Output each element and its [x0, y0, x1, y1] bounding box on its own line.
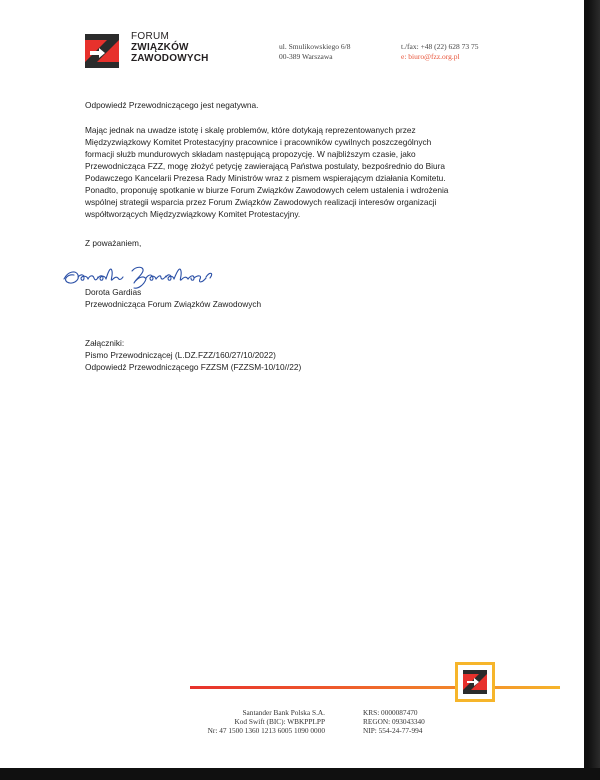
- bank-account: Nr: 47 1500 1360 1213 6005 1090 0000: [207, 726, 325, 735]
- signer-title: Przewodnicząca Forum Związków Zawodowych: [85, 299, 262, 309]
- signer-name: Dorota Gardias: [85, 287, 142, 297]
- logo-line-zawodowych: ZAWODOWYCH: [131, 53, 209, 64]
- footer-gradient-bar: [190, 686, 560, 689]
- address-street: ul. Smulikowskiego 6/8: [279, 42, 351, 51]
- fzz-logo-icon: [81, 31, 123, 71]
- attachments-block: [85, 337, 505, 373]
- contact-email: e: biuro@fzz.org.pl: [401, 52, 460, 61]
- page-shadow-edge: [584, 0, 600, 780]
- attachment-item: Pismo Przewodniczącej (L.DZ.FZZ/160/27/10/2022): [85, 350, 276, 360]
- paragraph-line: formacji służb mundurowych składam następującą propozycję. W najbliższym czasie, jako: [85, 149, 416, 159]
- contact-phone: t./fax: +48 (22) 628 73 75: [401, 42, 479, 51]
- logo-line-zwiazkow: ZWIĄZKÓW: [131, 42, 189, 53]
- address-city: 00-389 Warszawa: [279, 52, 333, 61]
- header-address: [279, 42, 350, 62]
- registry-krs: KRS: 0000087470: [363, 708, 418, 717]
- paragraph-line: Przewodnicząca FZZ, mogę złożyć petycję zawierającą Państwa postulaty, bezpośrednio do Biura: [85, 161, 446, 171]
- paragraph-line: Międzyzwiązkowy Komitet Protestacyjny pracownice i pracowników cywilnych poszczególnych: [85, 137, 432, 147]
- footer-fzz-logo-icon: [455, 662, 495, 702]
- signer-block: [85, 286, 505, 310]
- attachments-label: Załączniki:: [85, 338, 125, 348]
- header-contact: [401, 42, 479, 62]
- paragraph-line: Ponadto, proponuję spotkanie w biurze Forum Związków Zawodowych celem ustalenia i wdrożenia: [85, 185, 449, 195]
- bank-name: Santander Bank Polska S.A.: [242, 708, 325, 717]
- attachment-item: Odpowiedź Przewodniczącego FZZSM (FZZSM-10/10//22): [85, 362, 302, 372]
- letter-paragraph: [85, 124, 505, 220]
- footer-registry-details: [363, 708, 473, 735]
- letter-closing: Z poważaniem,: [85, 238, 142, 248]
- bank-swift: Kod Swift (BIC): WBKPPLPP: [234, 717, 325, 726]
- paragraph-line: Podawczego Kancelarii Prezesa Rady Ministrów wraz z pismem wspierającym działania Komitetu.: [85, 173, 446, 183]
- registry-regon: REGON: 093043340: [363, 717, 425, 726]
- page-bottom-edge: [0, 768, 600, 780]
- paragraph-line: wspólnej strategii wsparcia przez Forum Związków Zawodowych realizacji interesów organizacji: [85, 197, 437, 207]
- paragraph-line: Mając jednak na uwadze istotę i skalę problemów, które dotykają reprezentowanych przez: [85, 125, 416, 135]
- logo-line-forum: FORUM: [131, 31, 170, 42]
- paragraph-line: współtworzących Międzyzwiązkowy Komitet Protestacyjny.: [85, 209, 301, 219]
- registry-nip: NIP: 554-24-77-994: [363, 726, 423, 735]
- footer-bank-details: [190, 708, 325, 735]
- logo-wordmark: [131, 31, 209, 64]
- letter-opening: Odpowiedź Przewodniczącego jest negatywna.: [85, 100, 259, 110]
